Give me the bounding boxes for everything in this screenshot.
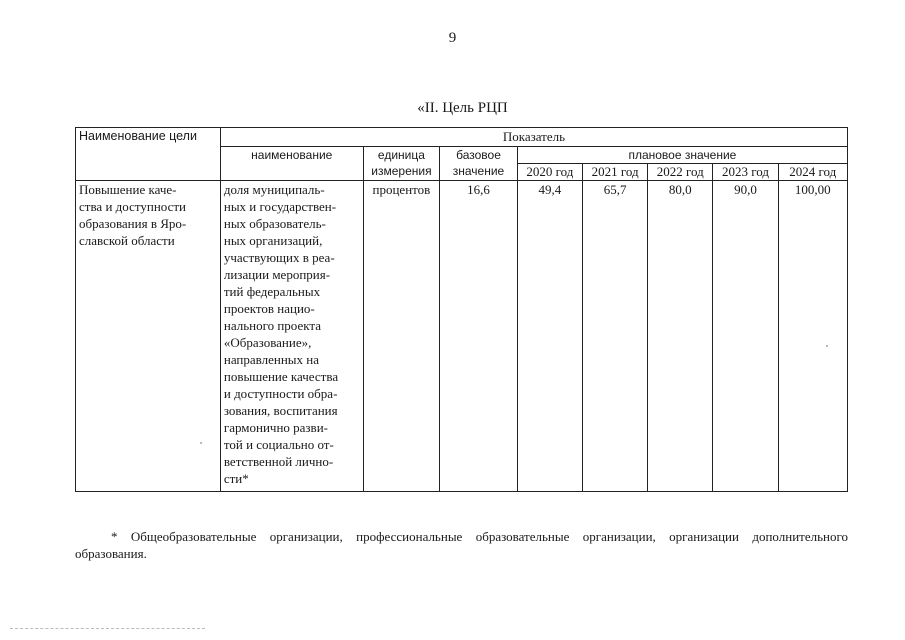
value-2022-cell: 80,0 <box>648 181 713 492</box>
header-name: наименование <box>220 147 363 181</box>
header-year-2023: 2023 год <box>713 164 778 181</box>
page-number: 9 <box>448 30 457 46</box>
header-indicator: Показатель <box>220 128 847 147</box>
value-2023-cell: 90,0 <box>713 181 778 492</box>
unit-cell: процентов <box>363 181 440 492</box>
scan-artifact-dot <box>826 345 828 347</box>
header-planned: плановое значение <box>517 147 847 164</box>
header-year-2020: 2020 год <box>517 164 582 181</box>
scan-artifact-dot <box>200 442 202 444</box>
value-2021-cell: 65,7 <box>582 181 647 492</box>
value-2024-cell: 100,00 <box>778 181 847 492</box>
scan-artifact-line <box>10 628 205 630</box>
header-unit: единица измерения <box>363 147 440 181</box>
goal-cell: Повышение каче- ства и доступности образования в Яро- славской области <box>76 181 221 492</box>
header-year-2021: 2021 год <box>582 164 647 181</box>
header-base: базовое значение <box>440 147 518 181</box>
footnote: * Общеобразовательные организации, профессиональные образовательные организации, организации дополнительного образования. <box>75 529 848 561</box>
header-goal-name: Наименование цели <box>76 128 221 181</box>
header-year-2022: 2022 год <box>648 164 713 181</box>
section-title: «II. Цель РЦП <box>417 100 508 116</box>
value-2020-cell: 49,4 <box>517 181 582 492</box>
goal-table <box>75 127 848 492</box>
table-row <box>76 181 848 492</box>
indicator-cell: доля муниципаль- ных и государствен- ных образователь- ных организаций, участвующих в реа- лизации мероприя- тий федеральных проектов нацио- нального проекта «Образование», направленных на повышение качества и доступности обра- зования, воспитания гармонично разви- той и социально от- ветственной лично- сти* <box>220 181 363 492</box>
base-value-cell: 16,6 <box>440 181 518 492</box>
header-year-2024: 2024 год <box>778 164 847 181</box>
